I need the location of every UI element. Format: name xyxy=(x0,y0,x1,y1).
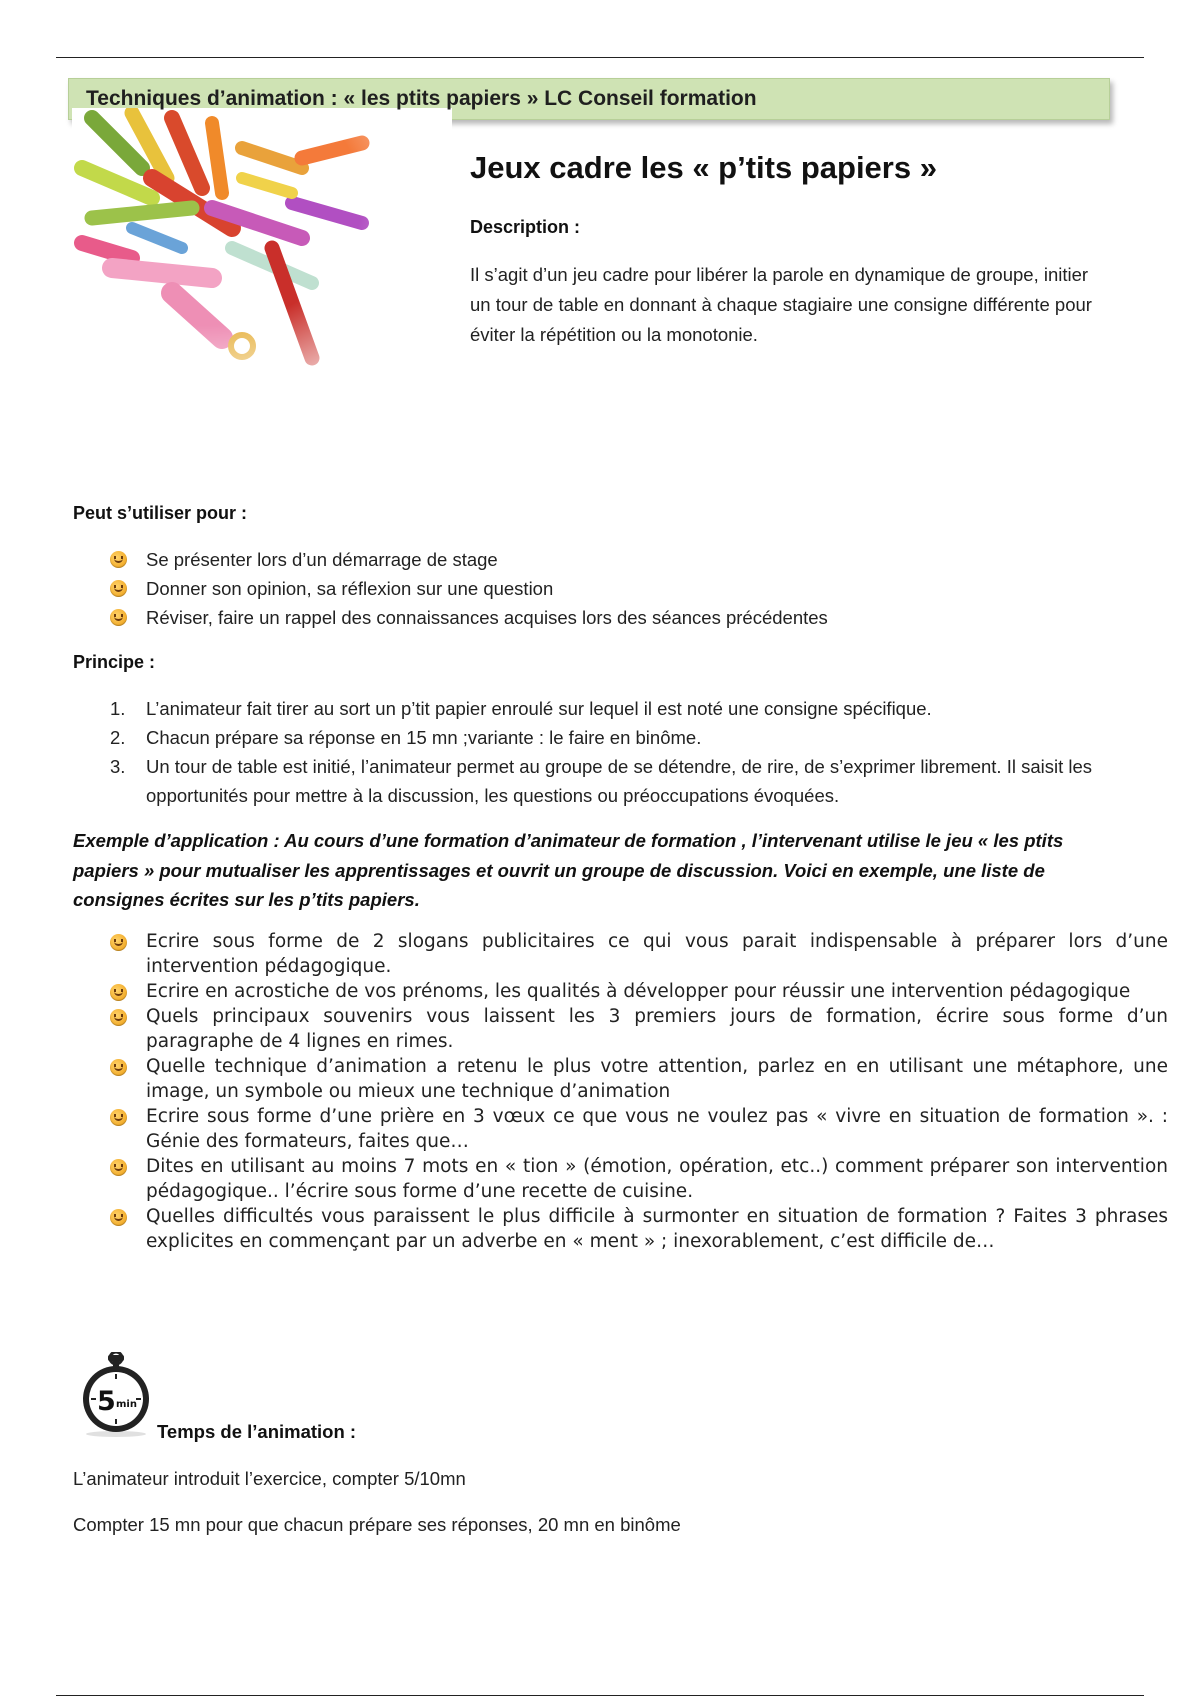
bottom-rule xyxy=(56,1695,1144,1696)
list-item: 2. Chacun prépare sa réponse en 15 mn ;variante : le faire en binôme. xyxy=(110,727,702,748)
smiley-bullet-icon xyxy=(110,934,127,951)
list-item: Ecrire sous forme de 2 slogans publicitaires ce qui vous parait indispensable à préparer lors d’une intervention pédagogique. xyxy=(106,929,1168,979)
list-item: 1. L’animateur fait tirer au sort un p’tit papier enroulé sur lequel il est noté une consigne spécifique. xyxy=(110,698,932,719)
timing-line-2: Compter 15 mn pour que chacun prépare ses réponses, 20 mn en binôme xyxy=(73,1514,681,1535)
header-banner-title: Techniques d’animation : « les ptits papiers » LC Conseil formation xyxy=(86,87,757,110)
description-label: Description : xyxy=(470,217,581,237)
smiley-bullet-icon xyxy=(110,1109,127,1126)
list-item: Se présenter lors d’un démarrage de stage xyxy=(106,545,828,574)
smiley-bullet-icon xyxy=(110,1159,127,1176)
list-item: Donner son opinion, sa réflexion sur une question xyxy=(106,574,828,603)
usage-heading: Peut s’utiliser pour : xyxy=(73,503,248,523)
list-item: Quelle technique d’animation a retenu le plus votre attention, parlez en en utilisant une métaphore, une image, un symbole ou mieux une technique d’animation xyxy=(106,1054,1168,1104)
timer-value: 5 xyxy=(97,1386,116,1417)
smiley-bullet-icon xyxy=(110,580,127,597)
smiley-bullet-icon xyxy=(110,1009,127,1026)
list-item: Dites en utilisant au moins 7 mots en « tion » (émotion, opération, etc..) comment préparer son intervention pédagogique.. l’écrire sous forme d’une recette de cuisine. xyxy=(106,1154,1168,1204)
usage-list xyxy=(106,545,828,632)
paper-scrolls-image xyxy=(72,108,452,413)
list-item: Ecrire en acrostiche de vos prénoms, les qualités à développer pour réussir une intervention pédagogique xyxy=(106,979,1168,1004)
list-item: Réviser, faire un rappel des connaissances acquises lors des séances précédentes xyxy=(106,603,828,632)
smiley-bullet-icon xyxy=(110,984,127,1001)
stopwatch-icon xyxy=(78,1352,156,1438)
consignes-list xyxy=(106,929,1168,1254)
smiley-bullet-icon xyxy=(110,1059,127,1076)
principle-heading: Principe : xyxy=(73,652,156,672)
example-paragraph: Exemple d’application : Au cours d’une formation d’animateur de formation , l’intervenant utilise le jeu « les ptits papiers » pour mutualiser les apprentissages et ouvrit un groupe de discussion. Voici en exemple, une liste de consignes écrites sur les p’tits papiers. xyxy=(73,830,1064,910)
description-text: Il s’agit d’un jeu cadre pour libérer la parole en dynamique de groupe, initier un tour de table en donnant à chaque stagiaire une consigne différente pour éviter la répétition ou la monotonie. xyxy=(470,264,1092,345)
timer-unit: min xyxy=(116,1399,137,1410)
list-item: 3. Un tour de table est initié, l’animateur permet au groupe de se détendre, de rire, de s’exprimer librement. Il saisit les opportunités pour mettre à la discussion, les questions ou préoccupations évoquées. xyxy=(110,756,1093,806)
smiley-bullet-icon xyxy=(110,1209,127,1226)
list-item: Ecrire sous forme d’une prière en 3 vœux ce que vous ne voulez pas « vivre en situation de formation ». : Génie des formateurs, faites que… xyxy=(106,1104,1168,1154)
page-title: Jeux cadre les « p’tits papiers » xyxy=(470,150,937,185)
principle-list xyxy=(106,694,1136,810)
smiley-bullet-icon xyxy=(110,609,127,626)
timing-heading: Temps de l’animation : xyxy=(157,1421,357,1442)
top-rule xyxy=(56,57,1144,58)
list-item: Quels principaux souvenirs vous laissent les 3 premiers jours de formation, écrire sous forme d’un paragraphe de 4 lignes en rimes. xyxy=(106,1004,1168,1054)
smiley-bullet-icon xyxy=(110,551,127,568)
timing-line-1: L’animateur introduit l’exercice, compter 5/10mn xyxy=(73,1468,466,1489)
list-item: Quelles difficultés vous paraissent le plus difficile à surmonter en situation de formation ? Faites 3 phrases explicites en commençant par un adverbe en « ment » ; inexorablement, c’est difficile de… xyxy=(106,1204,1168,1254)
